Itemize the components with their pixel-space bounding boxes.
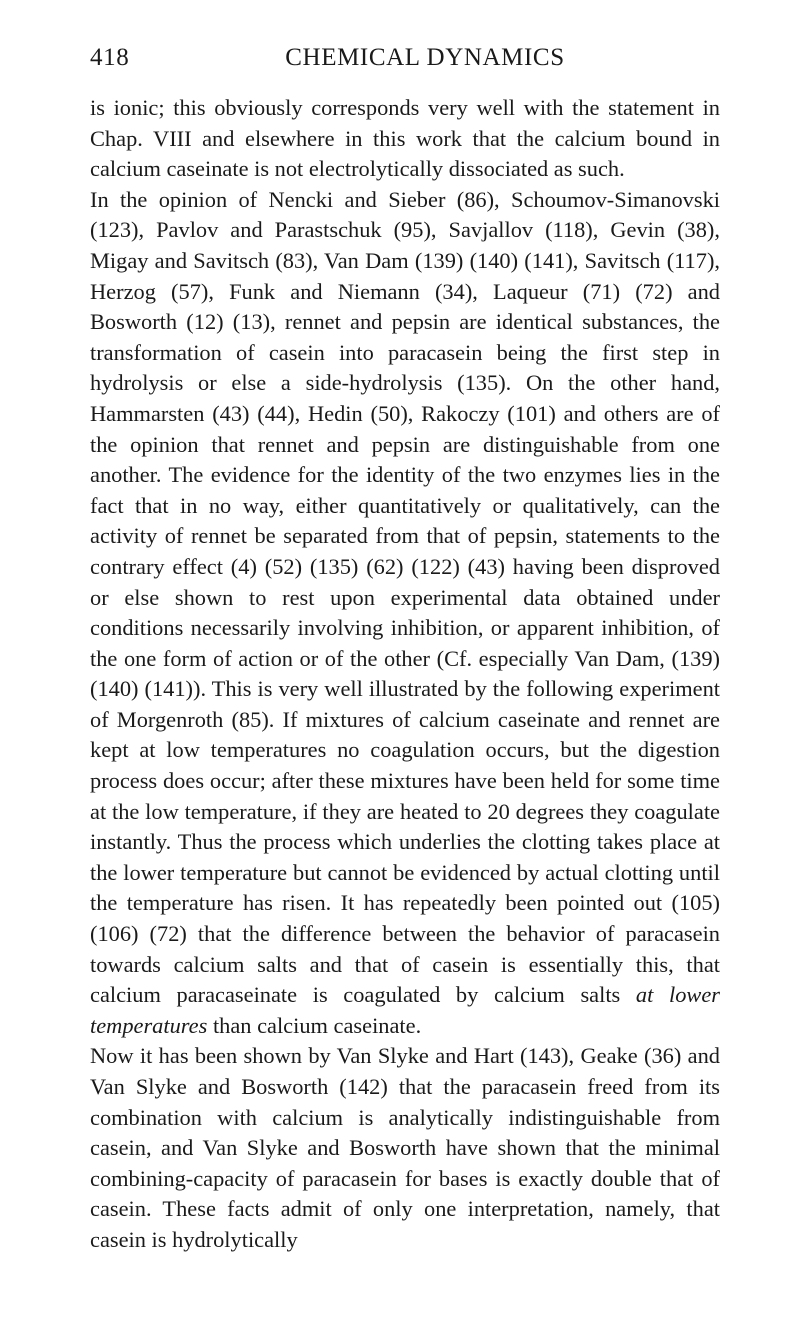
paragraph-2-emphasis: at lower temperatures xyxy=(90,982,720,1038)
running-title: CHEMICAL DYNAMICS xyxy=(285,44,565,71)
body-text xyxy=(90,93,720,1256)
paragraph-3: Now it has been shown by Van Slyke and Hart (143), Geake (36) and Van Slyke and Bosworth (142) that the paracasein freed from its combination with calcium is analytically indistinguishable from casein, and Van Slyke and Bosworth have shown that the minimal combining-capacity of paracasein for bases is exactly double that of casein. These facts admit of only one interpretation, namely, that casein is hydrolytically xyxy=(90,1043,720,1252)
page-number: 418 xyxy=(90,44,130,71)
running-head xyxy=(90,44,720,80)
paragraph-2 xyxy=(90,185,720,1042)
paragraph-2-text: In the opinion of Nencki and Sieber (86), Schoumov-Simanovski (123), Pavlov and Parastschuk (95), Savjallov (118), Gevin (38), Migay and Savitsch (83), Van Dam (139) (140) (141), Savitsch (117), Herzog (57), Funk and Niemann (34), Laqueur (71) (72) and Bosworth (12) (13), rennet and pepsin are identical substances, the transformation of casein into paracasein being the first step in hydrolysis or else a side-hydrolysis (135). On the other hand, Hammarsten (43) (44), Hedin (50), Rakoczy (101) and others are of the opinion that rennet and pepsin are distinguishable from one another. The evidence for the identity of the two enzymes lies in the fact that in no way, either quantitatively or qualitatively, can the activity of rennet be separated from that of pepsin, statements to the contrary effect (4) (52) (135) (62) (122) (43) having been disproved or else shown to rest upon experimental data obtained under conditions necessarily involving inhibition, or apparent inhibition, of the one form of action or of the other (Cf. especially Van Dam, (139) (140) (141)). This is very well illustrated by the following experiment of Morgenroth (85). If mixtures of calcium caseinate and rennet are kept at low temperatures no coagulation occurs, but the digestion process does occur; after these mixtures have been held for some time at the low temperature, if they are heated to 20 degrees they coagulate instantly. Thus the process which underlies the clotting takes place at the lower temperature but cannot be evidenced by actual clotting until the temperature has risen. It has repeatedly been pointed out (105) (106) (72) that the difference between the behavior of paracasein towards calcium salts and that of casein is essentially this, that calcium paracaseinate is coagulated by calcium salts xyxy=(90,186,720,1008)
paragraph-1: is ionic; this obviously corresponds very well with the statement in Chap. VIII and elsewhere in this work that the calcium bound in calcium caseinate is not electrolytically dissociated as such. xyxy=(90,95,720,182)
paragraph-2-end: than calcium caseinate. xyxy=(212,1012,422,1038)
